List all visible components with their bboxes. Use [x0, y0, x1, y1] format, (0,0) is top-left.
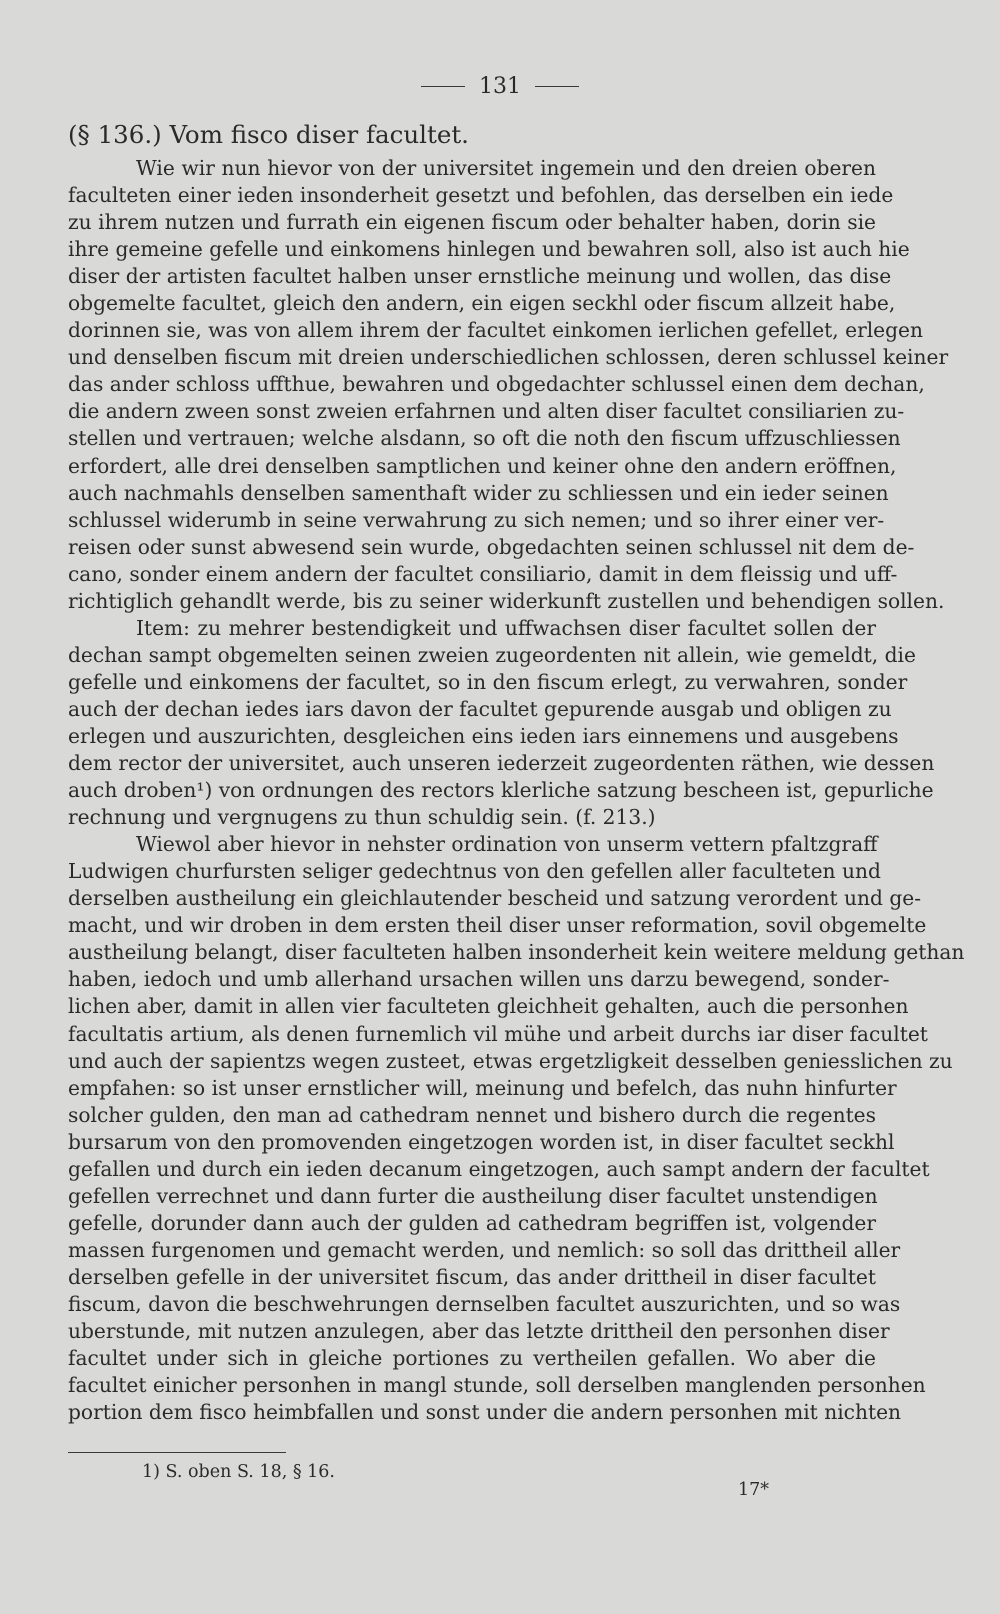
text-line: macht, und wir droben in dem ersten theil diser unser reformation, sovil obgemelte — [68, 913, 927, 938]
text-line: empfahen: so ist unser ernstlicher will, meinung und befelch, das nuhn hinfurter — [68, 1075, 897, 1100]
text-line: facultatis artium, als denen furnemlich vil mühe und arbeit durchs iar diser facultet — [68, 1021, 928, 1046]
header-rule-left — [421, 86, 465, 87]
signature-mark: 17* — [738, 1480, 770, 1500]
text-line: und denselben fiscum mit dreien underschiedlichen schlossen, deren schlussel keiner — [68, 345, 949, 370]
text-line: rechnung und vergnugens zu thun schuldig sein. (f. 213.) — [68, 805, 656, 830]
text-line: obgemelte facultet, gleich den andern, ein eigen seckhl oder fiscum allzeit habe, — [68, 291, 896, 316]
footnote-rule — [68, 1452, 286, 1453]
text-line: das ander schloss uffthue, bewahren und obgedachter schlussel einen dem dechan, — [68, 372, 925, 397]
text-line: gefelle und einkomens der facultet, so in den fiscum erlegt, zu verwahren, sonder — [68, 669, 908, 694]
text-line: massen furgenomen und gemacht werden, und nemlich: so soll das drittheil aller — [68, 1237, 901, 1262]
page-number: 131 — [479, 74, 521, 99]
text-line: auch droben¹) von ordnungen des rectors klerliche satzung bescheen ist, gepurliche — [68, 778, 934, 803]
text-line: austheilung belangt, diser faculteten halben insonderheit kein weitere meldung gethan — [68, 940, 965, 965]
text-line: derselben gefelle in der universitet fiscum, das ander drittheil in diser facultet — [68, 1264, 876, 1289]
text-line: solcher gulden, den man ad cathedram nennet und bishero durch die regentes — [68, 1102, 876, 1127]
text-line: facultet under sich in gleiche portiones zu vertheilen gefallen. Wo aber die — [68, 1346, 876, 1371]
text-line: bursarum von den promovenden eingetzogen worden ist, in diser facultet seckhl — [68, 1129, 895, 1154]
text-line: zu ihrem nutzen und furrath ein eigenen fiscum oder behalter haben, dorin sie — [68, 210, 876, 235]
text-line: haben, iedoch und umb allerhand ursachen willen uns darzu bewegend, sonder- — [68, 967, 890, 992]
main-text — [68, 120, 965, 1426]
text-line: auch der dechan iedes iars davon der facultet gepurende ausgab und obligen zu — [68, 696, 892, 721]
text-line: gefelle, dorunder dann auch der gulden ad cathedram begriffen ist, volgender — [68, 1210, 876, 1235]
text-line: ihre gemeine gefelle und einkomens hinlegen und bewahren soll, also ist auch hie — [68, 237, 910, 262]
text-line: cano, sonder einem andern der facultet consiliario, damit in dem fleissig und uff- — [68, 561, 898, 586]
text-line: und auch der sapientzs wegen zusteet, etwas ergetzligkeit desselben geniesslichen zu — [68, 1048, 953, 1073]
page-header — [0, 74, 1000, 99]
text-line: dem rector der universitet, auch unseren iederzeit zugeordenten räthen, wie dessen — [68, 751, 935, 776]
text-line: diser der artisten facultet halben unser ernstliche meinung und wollen, das dise — [68, 264, 892, 289]
text-line: stellen und vertrauen; welche alsdann, so oft die noth den fiscum uffzuschliessen — [68, 426, 901, 451]
text-line: auch nachmahls denselben samenthaft wider zu schliessen und ein ieder seinen — [68, 480, 889, 505]
text-line: gefallen und durch ein ieden decanum eingetzogen, auch sampt andern der facultet — [68, 1156, 930, 1181]
text-line: dechan sampt obgemelten seinen zweien zugeordenten nit allein, wie gemeldt, die — [68, 642, 916, 667]
paragraph — [68, 615, 935, 831]
header-rule-right — [535, 86, 579, 87]
text-line: schlussel widerumb in seine verwahrung zu sich nemen; und so ihrer einer ver- — [68, 507, 885, 532]
text-line: faculteten einer ieden insonderheit gesetzt und befohlen, das derselben ein iede — [68, 183, 894, 208]
text-line: Item: zu mehrer bestendigkeit und uffwachsen diser facultet sollen der — [136, 615, 876, 640]
paragraph — [68, 155, 949, 615]
paragraph — [68, 831, 965, 1426]
text-line: reisen oder sunst abwesend sein wurde, obgedachten seinen schlussel nit dem de- — [68, 534, 915, 559]
text-line: erfordert, alle drei denselben samptlichen und keiner ohne den andern eröffnen, — [68, 453, 897, 478]
text-line: die andern zween sonst zweien erfahrnen und alten diser facultet consiliarien zu- — [68, 399, 905, 424]
text-line: Wiewol aber hievor in nehster ordination von unserm vettern pfaltzgraff — [136, 832, 878, 857]
paragraphs — [68, 155, 965, 1426]
footnote: 1) S. oben S. 18, § 16. — [142, 1462, 335, 1482]
text-line: dorinnen sie, was von allem ihrem der facultet einkomen ierlichen gefellet, erlegen — [68, 318, 923, 343]
text-line: fiscum, davon die beschwehrungen dernselben facultet auszurichten, und so was — [68, 1291, 901, 1316]
text-line: richtiglich gehandlt werde, bis zu seiner widerkunft zustellen und behendigen sollen. — [68, 588, 945, 613]
text-line: derselben austheilung ein gleichlautender bescheid und satzung verordent und ge- — [68, 886, 922, 911]
section-heading: (§ 136.) Vom fisco diser facultet. — [68, 120, 469, 149]
text-line: portion dem fisco heimbfallen und sonst under die andern personhen mit nichten — [68, 1400, 902, 1425]
text-line: uberstunde, mit nutzen anzulegen, aber das letzte drittheil den personhen diser — [68, 1319, 890, 1344]
text-line: Ludwigen churfursten seliger gedechtnus von den gefellen aller faculteten und — [68, 859, 881, 884]
text-line: lichen aber, damit in allen vier faculteten gleichheit gehalten, auch die personhen — [68, 994, 909, 1019]
text-line: gefellen verrechnet und dann furter die austheilung diser facultet unstendigen — [68, 1183, 878, 1208]
text-line: erlegen und auszurichten, desgleichen eins ieden iars einnemens und ausgebens — [68, 723, 899, 748]
text-line: facultet einicher personhen in mangl stunde, soll derselben manglenden personhen — [68, 1373, 926, 1398]
text-line: Wie wir nun hievor von der universitet ingemein und den dreien oberen — [136, 156, 876, 180]
